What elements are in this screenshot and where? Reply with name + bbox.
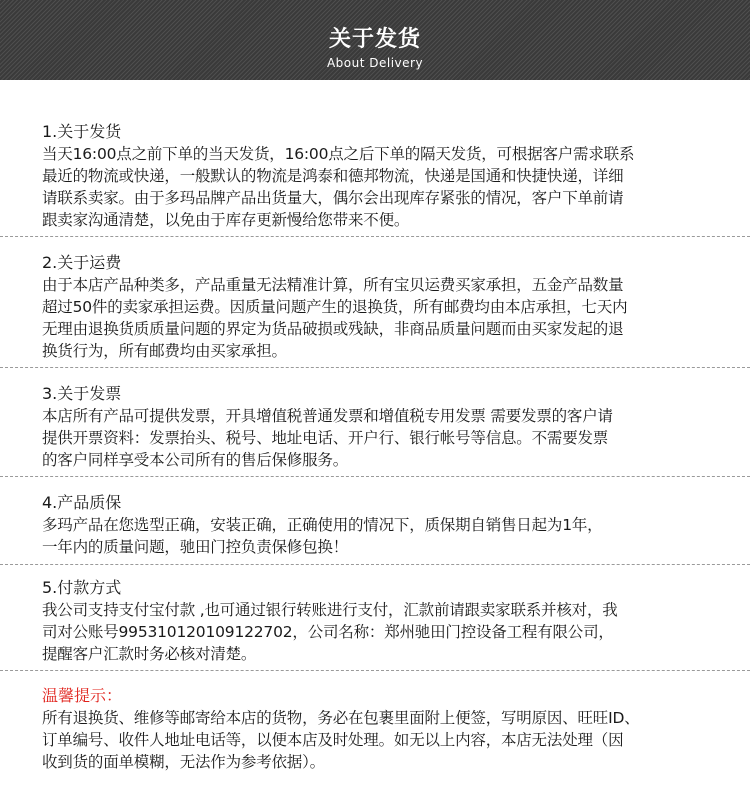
section-divider	[0, 367, 750, 368]
header-subtitle: About Delivery	[326, 56, 424, 70]
section-shipping	[42, 121, 742, 231]
notice-body	[42, 707, 742, 773]
body-line: 由于本店产品种类多，产品重量无法精准计算，所有宝贝运费买家承担，五金产品数量	[42, 276, 624, 294]
body-line: 所有退换货、维修等邮寄给本店的货物，务必在包裹里面附上便签，写明原因、旺旺ID、	[42, 709, 640, 727]
section-notice	[42, 685, 742, 773]
body-line: 请联系卖家。由于多玛品牌产品出货量大，偶尔会出现库存紧张的情况，客户下单前请	[42, 189, 624, 207]
body-line: 本店所有产品可提供发票，开具增值税普通发票和增值税专用发票 需要发票的客户请	[42, 407, 613, 425]
body-line: 跟卖家沟通清楚，以免由于库存更新慢给您带来不便。	[42, 211, 410, 229]
section-body	[42, 274, 742, 362]
section-body	[42, 143, 742, 231]
section-body	[42, 599, 742, 665]
body-line: 超过50件的卖家承担运费。因质量问题产生的退换货，所有邮费均由本店承担，七天内	[42, 298, 628, 316]
notice-title: 温馨提示：	[42, 686, 123, 705]
section-divider	[0, 670, 750, 671]
body-line: 提供开票资料：发票抬头、税号、地址电话、开户行、银行帐号等信息。不需要发票	[42, 429, 609, 447]
body-line: 的客户同样享受本公司所有的售后保修服务。	[42, 451, 349, 469]
body-line: 最近的物流或快递，一般默认的物流是鸿泰和德邦物流，快递是国通和快捷快递，详细	[42, 167, 624, 185]
section-divider	[0, 564, 750, 565]
body-line: 无理由退换货质质量问题的界定为货品破损或残缺，非商品质量问题而由买家发起的退	[42, 320, 624, 338]
body-line: 换货行为，所有邮费均由买家承担。	[42, 342, 287, 360]
section-body	[42, 405, 742, 471]
body-line: 多玛产品在您选型正确，安装正确，正确使用的情况下，质保期自销售日起为1年，	[42, 516, 603, 534]
header-title: 关于发货	[328, 27, 421, 52]
section-title: 4.产品质保	[42, 493, 122, 512]
section-shipping-fee	[42, 252, 742, 362]
page-header	[0, 0, 750, 80]
section-title: 2.关于运费	[42, 253, 122, 272]
section-title: 5.付款方式	[42, 578, 122, 597]
section-invoice	[42, 383, 742, 471]
body-line: 一年内的质量问题，驰田门控负责保修包换！	[42, 538, 349, 556]
section-body	[42, 514, 742, 558]
section-title: 1.关于发货	[42, 122, 122, 141]
section-divider	[0, 236, 750, 237]
section-divider	[0, 476, 750, 477]
body-line: 订单编号、收件人地址电话等，以便本店及时处理。如无以上内容，本店无法处理（因	[42, 731, 624, 749]
body-line: 司对公账号99531012010912270​2，公司名称：郑州驰田门控设备工程有限公司，	[42, 623, 614, 641]
body-line: 当天16:00点之前下单的当天发货，16:00点之后下单的隔天发货，可根据客户需求联系	[42, 145, 635, 163]
section-warranty	[42, 492, 742, 558]
section-payment	[42, 577, 742, 665]
body-line: 提醒客户汇款时务必核对清楚。	[42, 645, 257, 663]
section-title: 3.关于发票	[42, 384, 122, 403]
body-line: 收到货的面单模糊，无法作为参考依据）。	[42, 753, 325, 771]
body-line: 我公司支持支付宝付款 ,也可通过银行转账进行支付，汇款前请跟卖家联系并核对，我	[42, 601, 618, 619]
